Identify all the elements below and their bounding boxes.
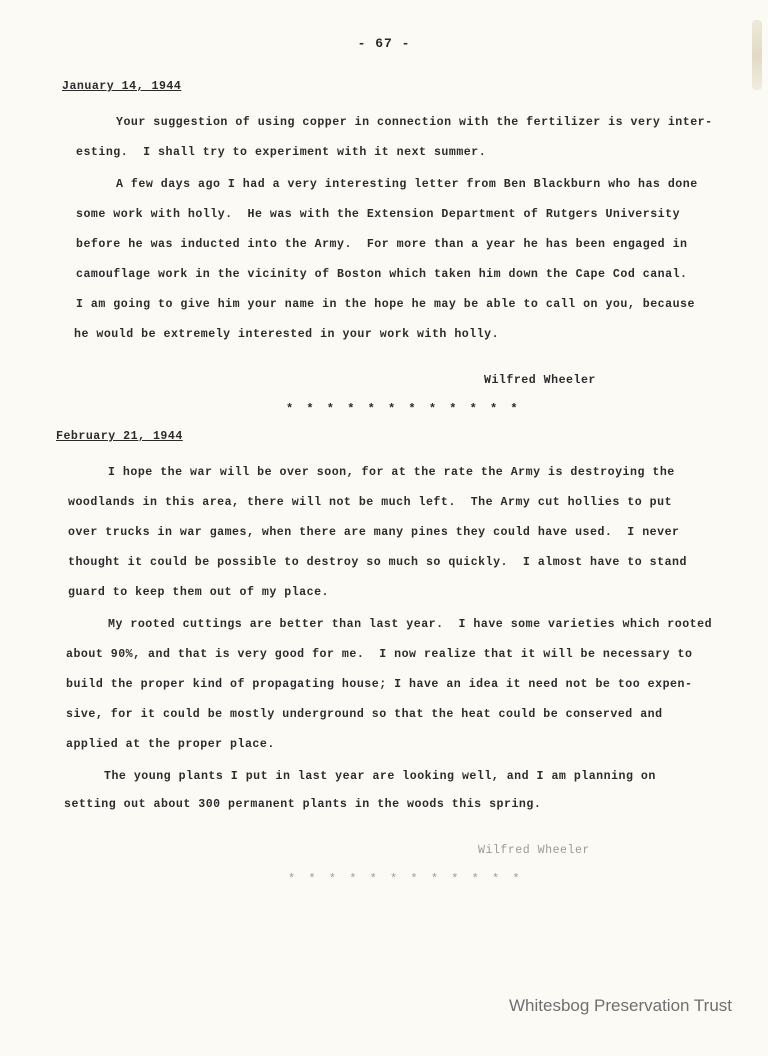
entry-text-line: I hope the war will be over soon, for at the rate the Army is destroying the <box>108 466 675 479</box>
entry-text-line: woodlands in this area, there will not be much left. The Army cut hollies to put <box>68 496 673 509</box>
paper-edge-stain <box>752 20 762 90</box>
entry-text-line: guard to keep them out of my place. <box>68 586 330 599</box>
entry-text-line: I am going to give him your name in the hope he may be able to call on you, because <box>76 298 695 311</box>
entry-text-line: My rooted cuttings are better than last year. I have some varieties which rooted <box>108 618 713 631</box>
entry-date: February 21, 1944 <box>56 430 183 443</box>
watermark: Whitesbog Preservation Trust <box>509 996 732 1015</box>
entry-text-line: The young plants I put in last year are looking well, and I am planning on <box>104 770 656 783</box>
entry-text-line: setting out about 300 permanent plants in the woods this spring. <box>64 798 542 811</box>
entry-text-line: some work with holly. He was with the Extension Department of Rutgers University <box>76 208 681 221</box>
page-number: - 67 - <box>357 36 411 51</box>
entry-text-line: sive, for it could be mostly underground so that the heat could be conserved and <box>66 708 663 721</box>
entry-text-line: before he was inducted into the Army. For more than a year he has been engaged in <box>76 238 688 251</box>
signature: Wilfred Wheeler <box>478 844 590 857</box>
entry-text-line: over trucks in war games, when there are many pines they could have used. I never <box>68 526 680 539</box>
entry-date: January 14, 1944 <box>62 80 182 93</box>
entry-text-line: he would be extremely interested in your work with holly. <box>74 328 500 341</box>
entry-text-line: camouflage work in the vicinity of Boston which taken him down the Cape Cod canal. <box>76 268 688 281</box>
entry-text-line: applied at the proper place. <box>66 738 275 751</box>
entry-text-line: A few days ago I had a very interesting letter from Ben Blackburn who has done <box>116 178 698 191</box>
entry-text-line: thought it could be possible to destroy so much so quickly. I almost have to stand <box>68 556 687 569</box>
section-separator: * * * * * * * * * * * * <box>286 402 521 416</box>
entry-text-line: build the proper kind of propagating house; I have an idea it need not be too expen- <box>66 678 693 691</box>
signature: Wilfred Wheeler <box>484 374 596 387</box>
section-separator: * * * * * * * * * * * * <box>288 872 523 886</box>
entry-text-line: esting. I shall try to experiment with it next summer. <box>76 146 487 159</box>
entry-text-line: about 90%, and that is very good for me. I now realize that it will be necessary to <box>66 648 693 661</box>
entry-text-line: Your suggestion of using copper in connection with the fertilizer is very inter- <box>116 116 713 129</box>
